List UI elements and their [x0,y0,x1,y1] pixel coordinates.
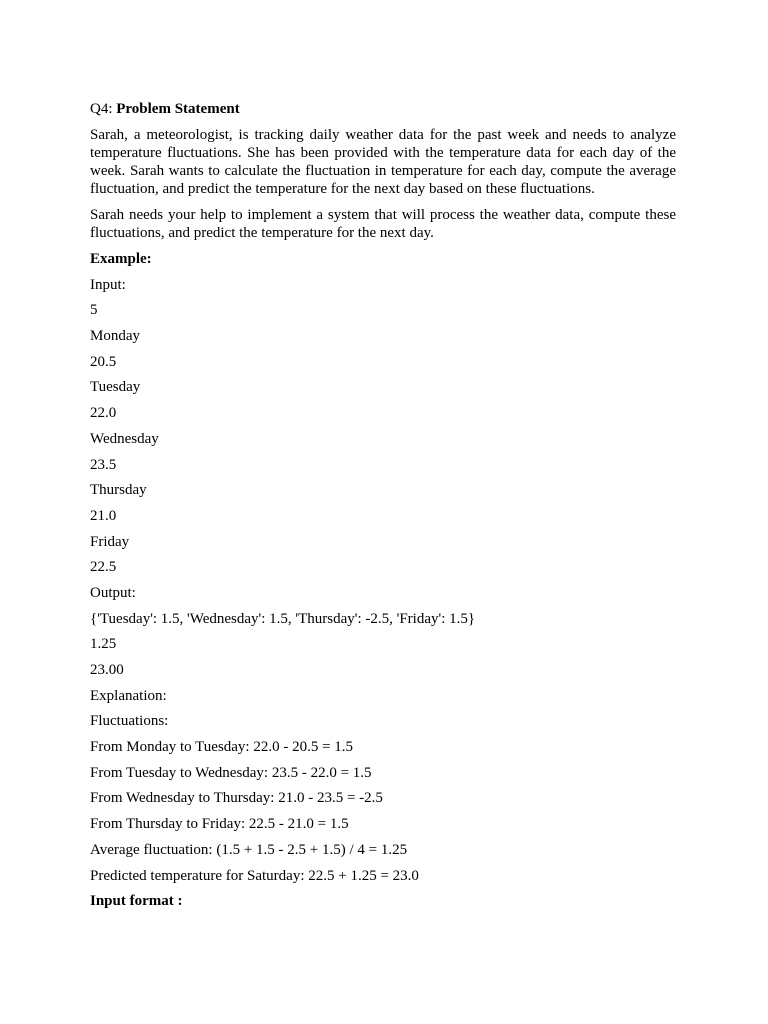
example-line: 21.0 [90,507,117,524]
example-line: Predicted temperature for Saturday: 22.5 + 1.25 = 23.0 [90,867,419,884]
example-line: {'Tuesday': 1.5, 'Wednesday': 1.5, 'Thursday': -2.5, 'Friday': 1.5} [90,610,476,627]
example-line: 22.0 [90,405,117,422]
example-line: 20.5 [90,353,117,370]
example-line: Input: [90,276,126,293]
example-line: Thursday [90,482,147,499]
example-line: Output: [90,584,136,601]
example-line: Friday [90,533,130,550]
example-line: From Tuesday to Wednesday: 23.5 - 22.0 = 1.5 [90,764,372,781]
question-title: Problem Statement [116,101,240,117]
example-heading: Example: [90,251,152,267]
example-line: Average fluctuation: (1.5 + 1.5 - 2.5 + 1.5) / 4 = 1.25 [90,841,408,858]
example-line: Fluctuations: [90,713,169,730]
example-line: 22.5 [90,559,117,576]
example-line: From Monday to Tuesday: 22.0 - 20.5 = 1.5 [90,739,354,756]
example-line: 23.5 [90,456,117,473]
example-line: 23.00 [90,662,124,678]
example-line: Tuesday [90,379,141,396]
example-line: 1.25 [90,636,117,653]
example-line: From Wednesday to Thursday: 21.0 - 23.5 = -2.5 [90,790,383,807]
example-line: Monday [90,328,140,345]
problem-paragraph: Sarah, a meteorologist, is tracking daily weather data for the past week and needs to analyze temperature fluctuations. She has been provided with the temperature data for each day of the week. Sarah wants to calculate the fluctuation in temperature for each day, compute the average fluctuation, and predict the temperature for the next day based on these fluctuations. [90,127,676,197]
question-number: Q4: [90,101,113,117]
example-line: Explanation: [90,687,167,704]
example-line: From Thursday to Friday: 22.5 - 21.0 = 1.5 [90,816,349,833]
problem-paragraph: Sarah needs your help to implement a system that will process the weather data, compute these fluctuations, and predict the temperature for the next day. [90,207,676,241]
example-line: Wednesday [90,430,159,447]
document-page [90,100,676,918]
input-format-heading: Input format : [90,893,183,910]
example-line: 5 [90,302,98,319]
question-heading [90,100,676,118]
